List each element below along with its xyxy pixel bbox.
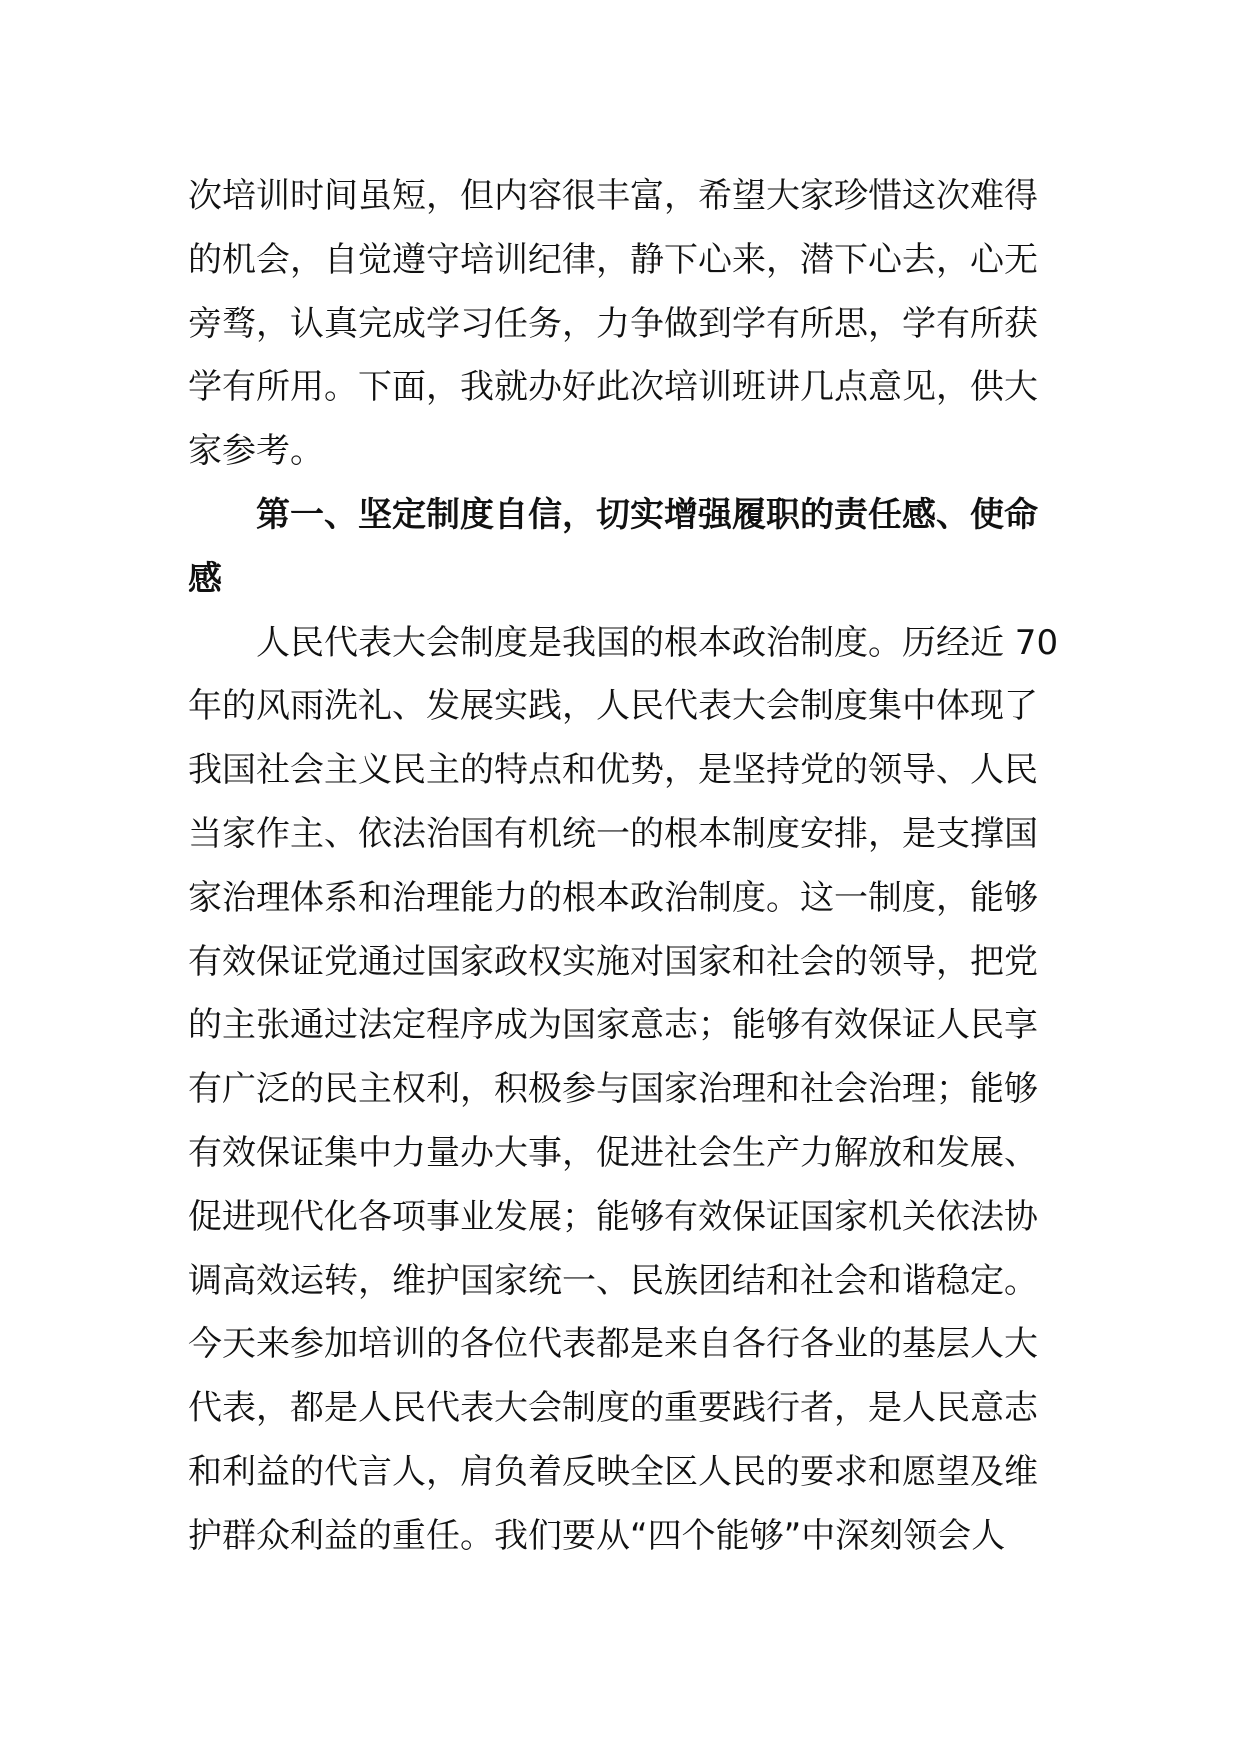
body-line: 有效保证党通过国家政权实施对国家和社会的领导，把党 (188, 941, 1038, 982)
body-line: 旁骛，认真完成学习任务，力争做到学有所思，学有所获 (188, 303, 1038, 344)
body-line: 有广泛的民主权利，积极参与国家治理和社会治理；能够 (188, 1069, 1038, 1110)
body-line: 今天来参加培训的各位代表都是来自各行各业的基层人大 (188, 1324, 1038, 1365)
body-line: 促进现代化各项事业发展；能够有效保证国家机关依法协 (188, 1196, 1038, 1237)
body-line: 次培训时间虽短，但内容很丰富，希望大家珍惜这次难得 (188, 176, 1038, 216)
body-line: 我国社会主义民主的特点和优势，是坚持党的领导、人民 (188, 750, 1038, 791)
body-line: 的机会，自觉遵守培训纪律，静下心来，潜下心去，心无 (188, 239, 1038, 280)
body-line: 家参考。 (188, 431, 324, 472)
body-line: 代表，都是人民代表大会制度的重要践行者，是人民意志 (188, 1388, 1038, 1429)
body-line: 学有所用。下面，我就办好此次培训班讲几点意见，供大 (188, 367, 1038, 408)
body-line: 的主张通过法定程序成为国家意志；能够有效保证人民享 (188, 1005, 1038, 1046)
body-line: 和利益的代言人，肩负着反映全区人民的要求和愿望及维 (188, 1451, 1038, 1492)
body-line: 年的风雨洗礼、发展实践，人民代表大会制度集中体现了 (188, 686, 1038, 727)
document-body (188, 165, 1060, 1569)
section-heading: 第一、坚定制度自信，切实增强履职的责任感、使命 (256, 494, 1038, 535)
body-line: 调高效运转，维护国家统一、民族团结和社会和谐稳定。 (188, 1260, 1038, 1301)
body-line: 护群众利益的重任。我们要从“四个能够”中深刻领会人 (188, 1515, 1006, 1556)
body-line: 有效保证集中力量办大事，促进社会生产力解放和发展、 (188, 1132, 1038, 1173)
body-line: 当家作主、依法治国有机统一的根本制度安排，是支撑国 (188, 813, 1038, 854)
section-heading-continuation: 感 (188, 558, 222, 599)
body-line: 家治理体系和治理能力的根本政治制度。这一制度，能够 (188, 877, 1038, 918)
paragraph-first-line: 人民代表大会制度是我国的根本政治制度。历经近 70 (256, 622, 1059, 663)
